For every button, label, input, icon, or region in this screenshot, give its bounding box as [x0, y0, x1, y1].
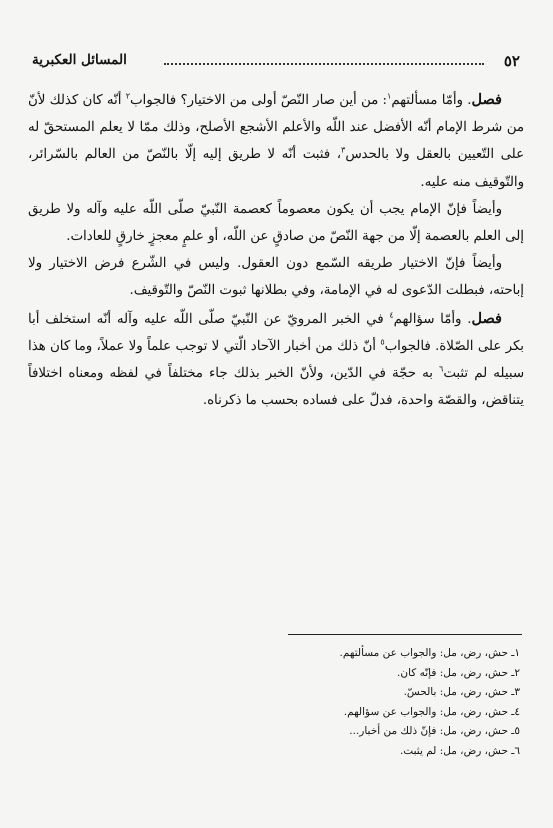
main-text: [28, 86, 524, 414]
footnote: ١ـ حش، رض، مل: والجواب عن مسألتهم.: [339, 647, 520, 659]
footnote-marker: ٣: [341, 145, 346, 155]
paragraph-text: . وأمّا مسألتهم: [391, 93, 472, 108]
footnote-marker: ٢: [125, 91, 131, 101]
footnote: ٣ـ حش، رض، مل: بالحسّ.: [403, 686, 520, 699]
header-dotted-leader: [164, 63, 484, 65]
footnote-marker: ٦: [439, 364, 444, 374]
footnote: ٢ـ حش، رض، مل: فإنّه كان.: [397, 666, 520, 679]
paragraph-text: : من أين صار النّصّ أولى من الاختيار؟ فالجواب: [130, 93, 388, 108]
footnote-marker: ٥: [380, 337, 385, 347]
paragraph-1: [28, 86, 524, 196]
page-number: ٥٢: [503, 52, 520, 70]
running-title: المسائل العكبرية: [32, 52, 127, 68]
paragraph-4: [28, 305, 524, 415]
paragraph-text: أنّه كان كذلك لأنّ من شرط الإمام أنّه الأفضل عند اللّه والأعلم الأشجع الأصلح، وذلك ممّا لا يعلم المستحقّ له على التّعيين بالعقل ولا بالحدس: [28, 93, 525, 163]
footnote: ٥ـ حش، رض، مل: فإنّ ذلك من أخبار...: [349, 725, 520, 738]
section-lead: فصل: [471, 309, 502, 327]
footnote-marker: ٤: [389, 310, 394, 320]
paragraph-text: به حجّة في الدّين، ولأنّ الخبر بذلك جاء مختلفاً في لفظه ومعناه اختلافاً يتناقض، والقصّة واحدة، فدلّ على فساده بحسب ما ذكرناه.: [28, 366, 524, 409]
footnote-divider: [288, 634, 522, 635]
footnote: ٦ـ حش، رض، مل: لم يثبت.: [399, 744, 520, 757]
paragraph-text: . وأمّا سؤالهم: [393, 311, 472, 327]
section-lead: فصل: [471, 91, 502, 108]
page-header: [28, 50, 524, 76]
paragraph-text: ، فثبت أنّه لا طريق إليه إلّا بالنّصّ من العالم بالسّرائر، والتّوقيف منه عليه.: [28, 147, 524, 190]
paragraph-2: وأيضاً فإنّ الإمام يجب أن يكون معصوماً كعصمة النّبيّ صلّى اللّه عليه وآله ولا طريق إلى العلم بالعصمة إلّا من جهة النّصّ من صادقٍ عن اللّه، أو علمٍ معجزٍ خارقٍ للعادات.: [28, 201, 524, 245]
footnotes: [280, 644, 520, 762]
paragraph-text: أنّ ذلك من أخبار الآحاد الّتي لا توجب علماً ولا عملاً، وما كان هذا سبيله لم تثبت: [28, 338, 524, 382]
footnote: ٤ـ حش، رض، مل: والجواب عن سؤالهم.: [343, 705, 520, 718]
footnote-marker: ١: [387, 91, 392, 101]
paragraph-3: وأيضاً فإنّ الاختيار طريقه السّمع دون العقول. وليس في الشّرع فرض الاختيار ولا إباحته، فبطلت الدّعوى له في الإمامة، وفي بطلانها ثبوت النّصّ والتّوقيف.: [28, 256, 524, 299]
paragraph-text: في الخبر المرويّ عن النّبيّ صلّى اللّه عليه وآله أنّه استخلف أبا بكر على الصّلاة. فالجواب: [28, 311, 524, 354]
